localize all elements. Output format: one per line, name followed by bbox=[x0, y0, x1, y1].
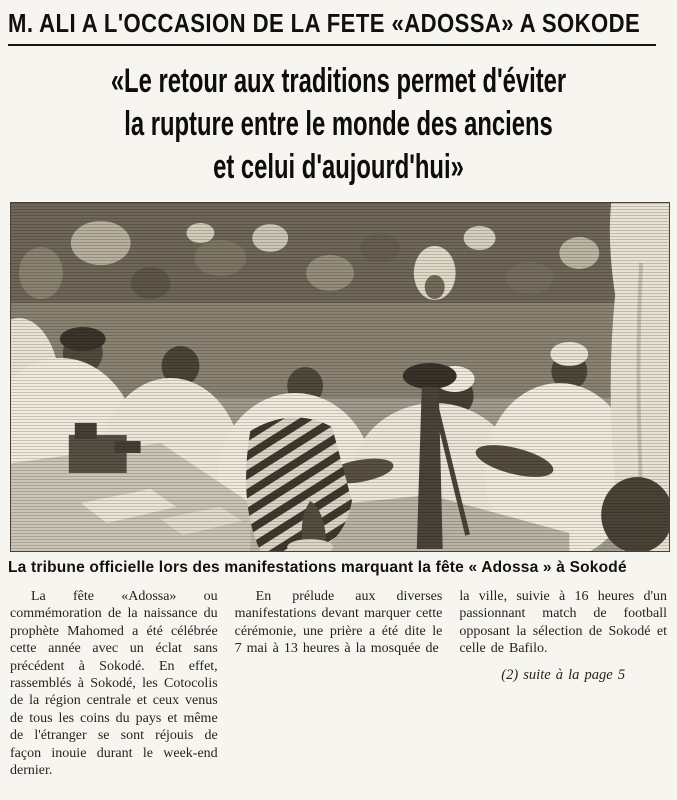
paragraph: La fête «Adossa» ou commémoration de la naissance du prophète Mahomed a été célébrée cette année avec un éclat sans précédent à Sokodé. En effet, rassemblés à Sokodé, les Cotocolis de la région centrale et ceux venus de tous les coins du pays et même de l'étranger se sont réjouis de façon inouie durant le week-end dernier. bbox=[10, 589, 218, 779]
main-headline bbox=[102, 60, 576, 189]
column-1 bbox=[10, 588, 218, 779]
headline-line-2: la rupture entre le monde des anciens bbox=[124, 105, 553, 143]
paragraph: la ville, suivie à 16 heures d'un passionnant match de football opposant la sélection de Sokodé et celle de Bafilo. bbox=[459, 589, 668, 657]
photo-caption: La tribune officielle lors des manifestations marquant la fête « Adossa » à Sokodé bbox=[8, 559, 627, 576]
photo-figure bbox=[0, 202, 677, 577]
article-photo bbox=[10, 202, 670, 552]
continuation-note: (2) suite à la page 5 bbox=[501, 666, 626, 683]
kicker-rule bbox=[8, 8, 656, 46]
column-2 bbox=[235, 588, 443, 779]
article-body bbox=[10, 588, 667, 779]
halftone-photo-illustration bbox=[11, 203, 669, 551]
kicker-headline: M. ALI A L'OCCASION DE LA FETE «ADOSSA» A SOKODE bbox=[8, 8, 641, 38]
headline-line-3: et celui d'aujourd'hui» bbox=[213, 148, 464, 186]
headline-line-1: «Le retour aux traditions permet d'éviter bbox=[110, 62, 567, 100]
paragraph: En prélude aux diverses manifestations devant marquer cette cérémonie, une prière a été dite le 7 mai à 13 heures à la mosquée de bbox=[234, 589, 443, 657]
column-3 bbox=[459, 588, 667, 779]
